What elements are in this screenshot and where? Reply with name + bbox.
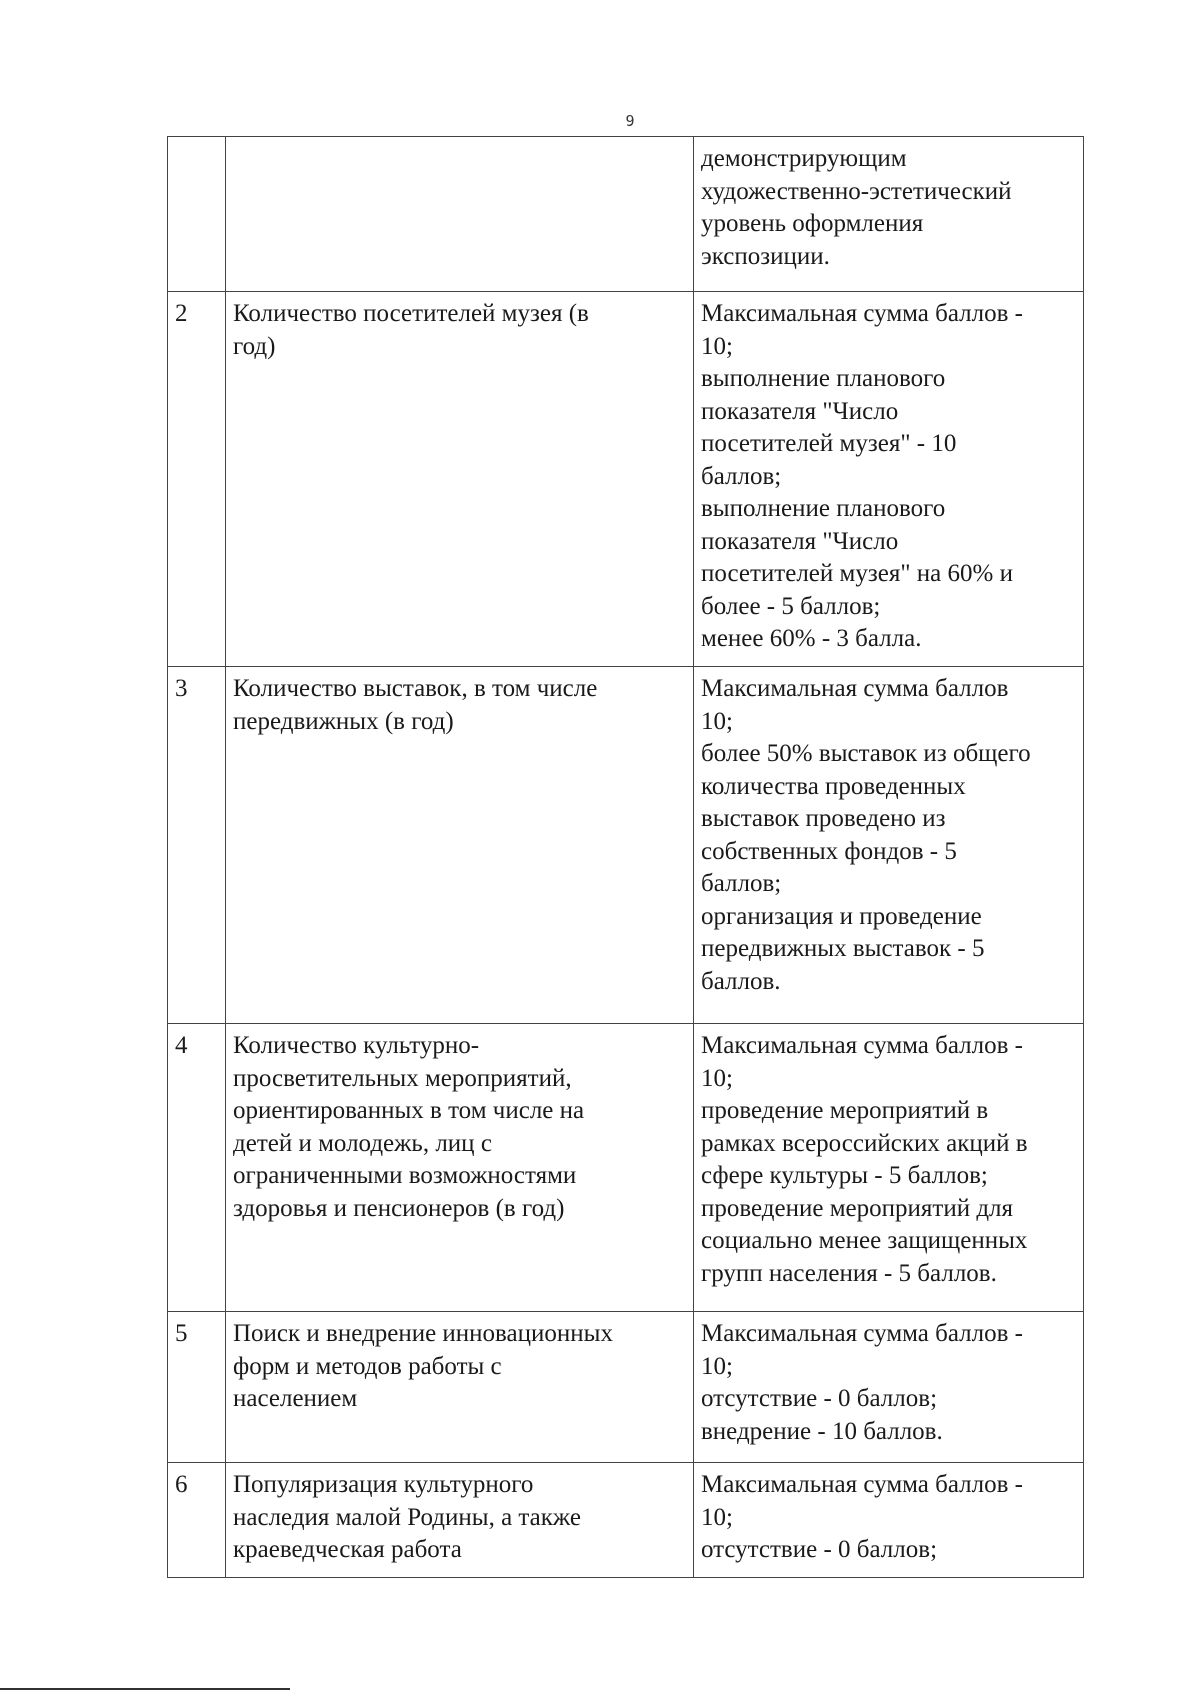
table-row [168,1312,1084,1463]
row-number: 2 [168,292,226,667]
score-cell: Максимальная сумма баллов 10; более 50% выставок из общего количества проведенных выставок проведено из собственных фондов - 5 баллов; организация и проведение передвижных выставок - 5 баллов. [694,667,1084,1024]
indicator-cell: Количество культурно- просветительных мероприятий, ориентированных в том числе на детей и молодежь, лиц с ограниченными возможностями здоровья и пенсионеров (в год) [226,1024,694,1312]
row-number: 6 [168,1463,226,1578]
indicator-cell: Поиск и внедрение инновационных форм и методов работы с населением [226,1312,694,1463]
table-row [168,667,1084,1024]
table-row [168,1463,1084,1578]
indicator-cell [226,137,694,292]
table-row [168,1024,1084,1312]
score-cell: Максимальная сумма баллов - 10; проведение мероприятий в рамках всероссийских акций в сфере культуры - 5 баллов; проведение мероприятий для социально менее защищенных групп населения - 5 баллов. [694,1024,1084,1312]
row-number [168,137,226,292]
score-cell: Максимальная сумма баллов - 10; выполнение планового показателя "Число посетителей музея" - 10 баллов; выполнение планового показателя "Число посетителей музея" на 60% и более - 5 баллов; менее 60% - 3 балла. [694,292,1084,667]
score-cell: демонстрирующим художественно-эстетический уровень оформления экспозиции. [694,137,1084,292]
page-number: 9 [625,112,635,130]
row-number: 3 [168,667,226,1024]
indicator-cell: Количество посетителей музея (в год) [226,292,694,667]
score-cell: Максимальная сумма баллов - 10; отсутствие - 0 баллов; внедрение - 10 баллов. [694,1312,1084,1463]
indicator-cell: Количество выставок, в том числе передвижных (в год) [226,667,694,1024]
table-row [168,137,1084,292]
criteria-table [167,136,1084,1578]
table-row [168,292,1084,667]
row-number: 4 [168,1024,226,1312]
indicator-cell: Популяризация культурного наследия малой Родины, а также краеведческая работа [226,1463,694,1578]
row-number: 5 [168,1312,226,1463]
score-cell: Максимальная сумма баллов - 10; отсутствие - 0 баллов; [694,1463,1084,1578]
footnote-separator-line [0,1688,290,1690]
